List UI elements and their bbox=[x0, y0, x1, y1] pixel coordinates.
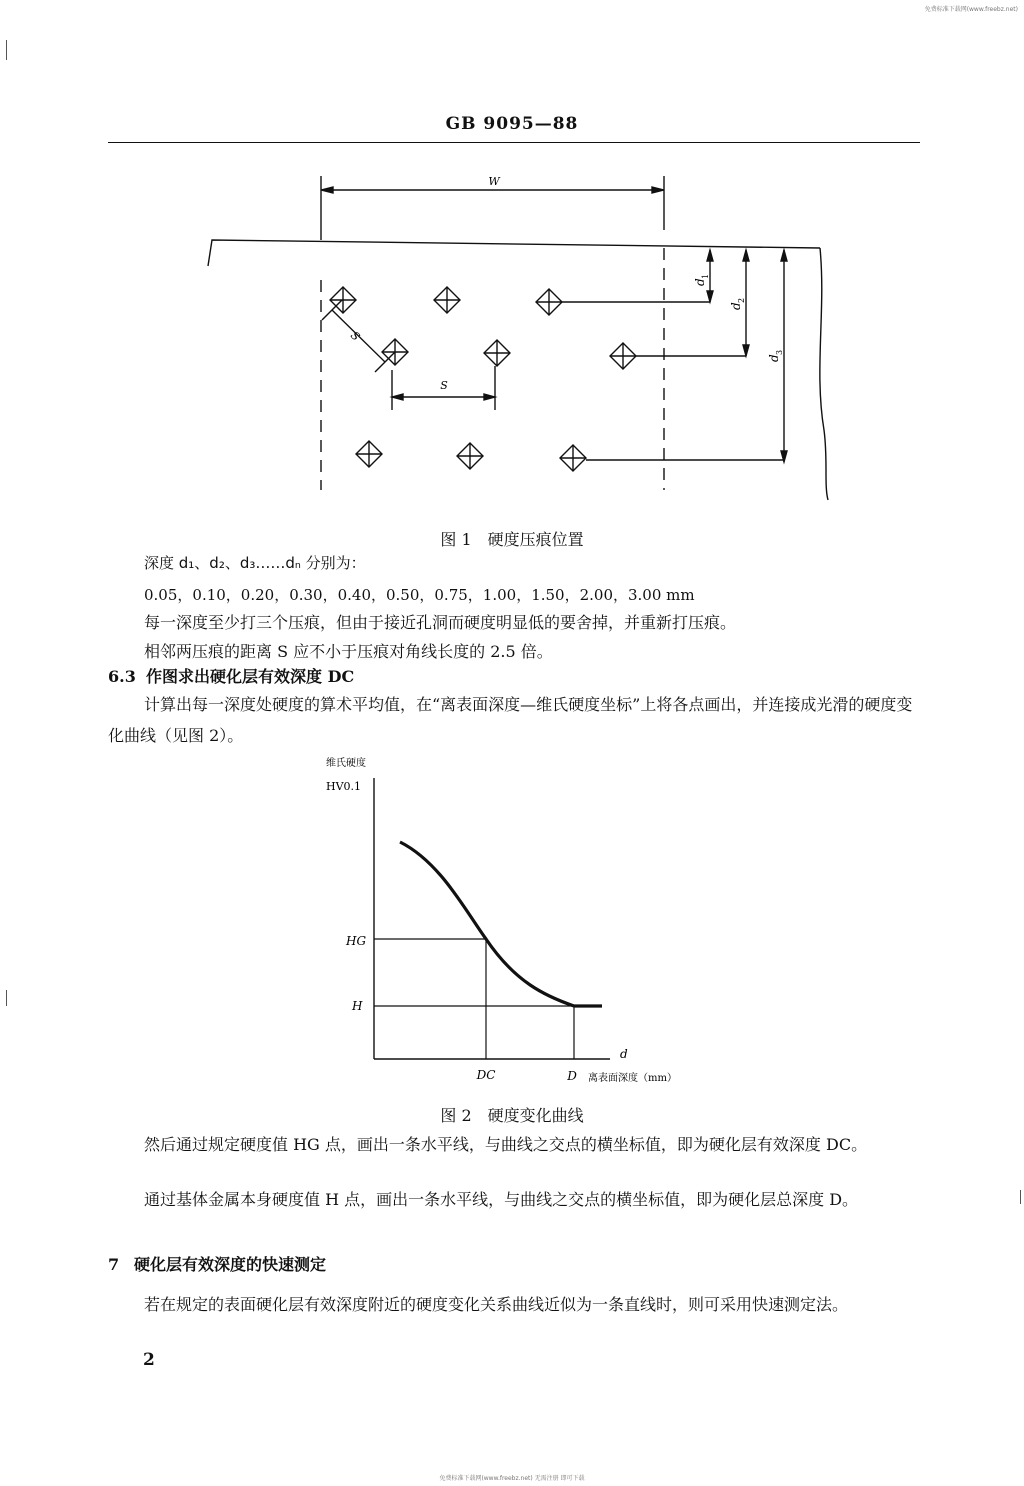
svg-text:d: d bbox=[729, 302, 743, 310]
svg-text:d: d bbox=[693, 278, 707, 286]
indentation-icon bbox=[610, 343, 636, 369]
dc-tick-label: DC bbox=[476, 1068, 496, 1082]
indentation-icon bbox=[356, 441, 382, 467]
s-diagonal-label: S bbox=[347, 328, 363, 344]
y-axis-label-line1: 维氏硬度 bbox=[326, 758, 366, 769]
top-watermark: 免费标准下载网(www.freebz.net) bbox=[924, 6, 1018, 13]
svg-text:2: 2 bbox=[737, 297, 746, 303]
figure-2-caption: 图 2 硬度变化曲线 bbox=[440, 1106, 584, 1125]
figure-1-indentation-positions bbox=[190, 170, 840, 515]
bottom-watermark: 免费标准下载网(www.freebz.net) 无需注册 即可下载 bbox=[439, 1475, 585, 1482]
indentation-icon bbox=[330, 287, 356, 313]
indentation-icon bbox=[560, 445, 586, 471]
indentation-icon bbox=[536, 289, 562, 315]
section-6-3-heading bbox=[108, 664, 354, 687]
indentation-icon bbox=[457, 443, 483, 469]
y-axis-label-line2: HV0.1 bbox=[326, 780, 362, 793]
section-7-heading bbox=[108, 1252, 326, 1275]
d3-label bbox=[767, 350, 784, 362]
section-number: 7 bbox=[108, 1255, 120, 1274]
para-6-3: 计算出每一深度处硬度的算术平均值，在“离表面深度—维氏硬度坐标”上将各点画出，并连接成光滑的硬度变化曲线（见图 2）。 bbox=[108, 695, 913, 745]
svg-text:3: 3 bbox=[775, 349, 784, 355]
para-spacing: 相邻两压痕的距离 S 应不小于压痕对角线长度的 2.5 倍。 bbox=[144, 642, 553, 661]
hardness-curve bbox=[400, 842, 602, 1006]
hg-label: HG bbox=[346, 934, 367, 948]
d-axis-label: d bbox=[620, 1047, 628, 1061]
para-h: 通过基体金属本身硬度值 H 点，画出一条水平线，与曲线之交点的横坐标值，即为硬化层总深度 D。 bbox=[144, 1190, 859, 1209]
figure-1-caption: 图 1 硬度压痕位置 bbox=[440, 530, 584, 549]
figure-2-hardness-curve bbox=[290, 750, 730, 1095]
depth-values: 0.05，0.10，0.20，0.30，0.40，0.50，0.75，1.00，1.50，2.00，3.00 mm bbox=[144, 586, 695, 604]
para-hg: 然后通过规定硬度值 HG 点，画出一条水平线，与曲线之交点的横坐标值，即为硬化层有效深度 DC。 bbox=[144, 1135, 868, 1154]
s-horizontal-label: S bbox=[440, 379, 448, 392]
section-number: 6.3 bbox=[108, 667, 136, 686]
scan-mark bbox=[1020, 1190, 1021, 1204]
indentation-icon bbox=[434, 287, 460, 313]
page-number: 2 bbox=[143, 1350, 155, 1370]
x-axis-label: 离表面深度（mm） bbox=[588, 1073, 677, 1084]
indentation-marks bbox=[330, 287, 636, 471]
para-each-depth: 每一深度至少打三个压痕，但由于接近孔洞而硬度明显低的要舍掉，并重新打压痕。 bbox=[144, 613, 737, 632]
d2-label bbox=[729, 298, 746, 310]
indentation-icon bbox=[484, 340, 510, 366]
d1-label bbox=[693, 274, 710, 286]
w-label: W bbox=[488, 175, 500, 188]
para-7: 若在规定的表面硬化层有效深度附近的硬度变化关系曲线近似为一条直线时，则可采用快速测定法。 bbox=[144, 1295, 849, 1314]
section-title: 硬化层有效深度的快速测定 bbox=[134, 1255, 327, 1274]
scan-mark bbox=[6, 40, 7, 60]
d-tick-label: D bbox=[567, 1069, 577, 1083]
depth-intro: 深度 d₁、d₂、d₃……dₙ 分别为： bbox=[144, 554, 366, 572]
h-label: H bbox=[352, 999, 363, 1013]
svg-text:1: 1 bbox=[701, 273, 710, 279]
document-header: GB 9095—88 bbox=[445, 114, 579, 134]
header-rule bbox=[108, 142, 920, 143]
scan-mark bbox=[6, 990, 7, 1006]
section-title: 作图求出硬化层有效深度 DC bbox=[146, 667, 355, 686]
svg-text:d: d bbox=[767, 354, 781, 362]
